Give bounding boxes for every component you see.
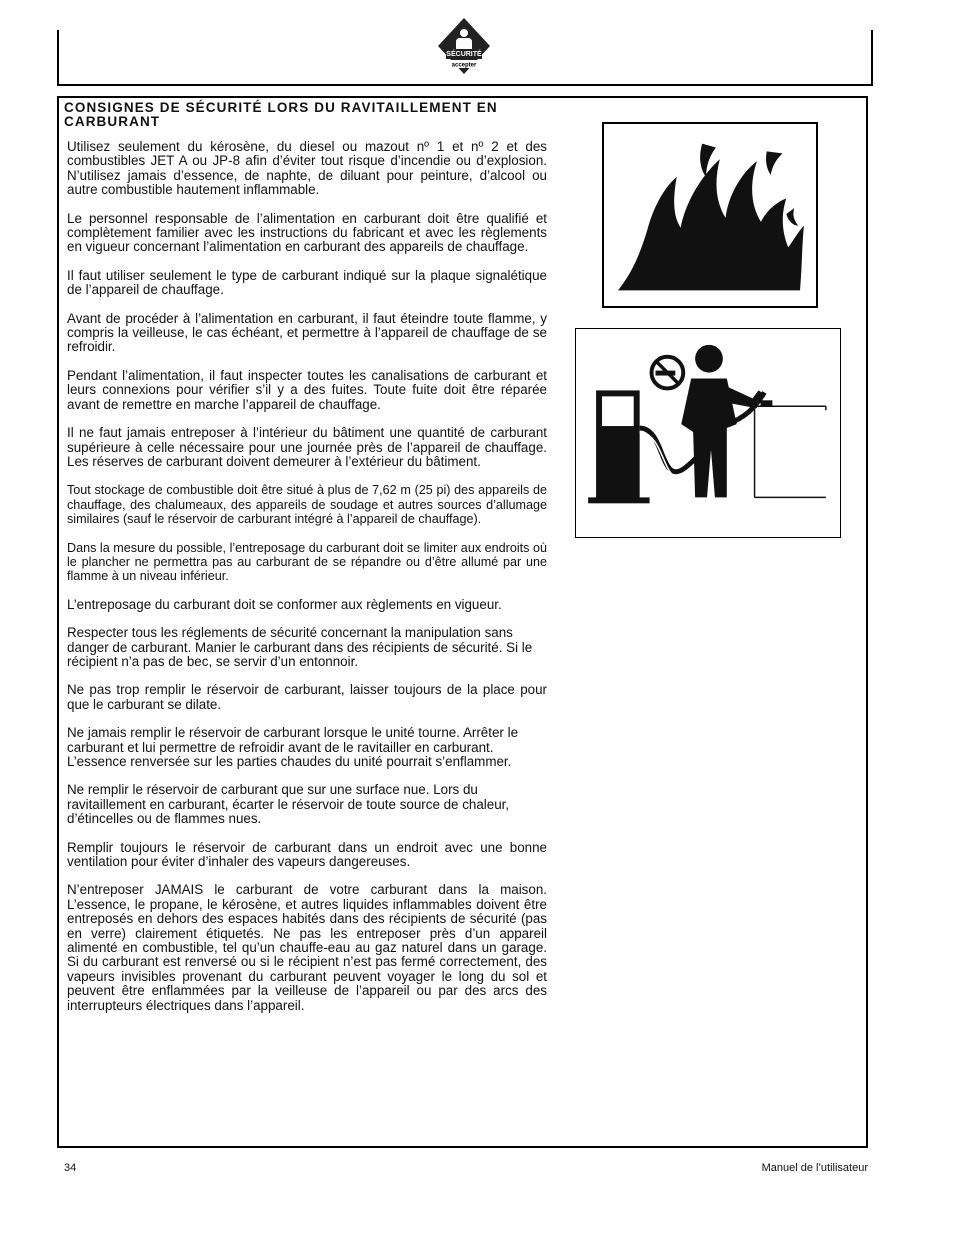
paragraph: Ne remplir le réservoir de carburant que sur une surface nue. Lors du ravitaillement en carburant, écarter le réservoir de toute source de chaleur, d’étincelles ou de flammes nues.	[67, 782, 510, 827]
paragraph: Ne pas trop remplir le réservoir de carburant, laisser toujours de la place pour que le carburant se dilate.	[67, 682, 547, 712]
page-number: 34	[64, 1162, 77, 1174]
paragraph: Utilisez seulement du kérosène, du diesel ou mazout nº 1 et nº 2 et des combustibles JET A ou JP-8 afin d’éviter tout risque d’incendie ou d’explosion. N’utilisez jamais d’essence, de naphte, de diluant pour peinture, d’alcool ou autre combustible hautement inflammable.	[67, 139, 547, 198]
paragraph: Tout stockage de combustible doit être situé à plus de 7,62 m (25 pi) des appareils de chauffage, des chalumeaux, des appareils de soudage et autres sources d’allumage similaires (sauf le réservoir de carburant intégré à l’appareil de chauffage).	[67, 483, 547, 527]
safety-badge-icon	[436, 16, 492, 76]
badge-sublabel: accepter	[451, 62, 477, 69]
paragraph: N’entreposer JAMAIS le carburant de votre carburant dans la maison. L’essence, le propane, le kérosène, et autres liquides inflammables doivent être entreposés en dehors des espaces habités dans des récipients de sécurité (pas en verre) clairement étiquetés. Ne pas les entreposer près d’un appareil alimenté en combustible, tel qu’un chauffe-eau au gaz naturel dans un garage. Si du carburant est renversé ou si le récipient n’est pas fermé correctement, des vapeurs invisibles provenant du carburant peuvent voyager le long du sol et peuvent être enflammées par la veilleuse de l’appareil ou par des arcs des interrupteurs électriques dans l’appareil.	[67, 882, 547, 1013]
paragraph: Ne jamais remplir le réservoir de carburant lorsque le unité tourne. Arrêter le carburant et lui permettre de refroidir avant de le ravitailler en carburant. L’essence renversée sur les parties chaudes du unité pourrait s’enflammer.	[67, 725, 519, 769]
badge-label: SÉCURITÉ	[446, 51, 482, 58]
paragraph: L’entreposage du carburant doit se conformer aux règlements en vigueur.	[67, 596, 502, 612]
paragraph: Dans la mesure du possible, l’entreposage du carburant doit se limiter aux endroits où le plancher ne permettra pas au carburant de se répandre ou d’être allumé par une flamme à un niveau inférieur.	[67, 540, 547, 584]
refueling-pictogram-icon	[575, 328, 841, 538]
safety-text	[67, 140, 547, 1027]
manual-title: Manuel de l’utilisateur	[761, 1162, 868, 1174]
fire-hazard-icon	[602, 122, 818, 308]
paragraph: Avant de procéder à l’alimentation en carburant, il faut éteindre toute flamme, y compris la veilleuse, le cas échéant, et permettre à l’appareil de chauffage de se refroidir.	[67, 310, 547, 355]
paragraph: Pendant l’alimentation, il faut inspecter toutes les canalisations de carburant et leurs connexions pour vérifier s’il y a des fuites. Toute fuite doit être réparée avant de remettre en marche l’appareil de chauffage.	[67, 367, 547, 412]
paragraph: Il faut utiliser seulement le type de carburant indiqué sur la plaque signalétique de l’appareil de chauffage.	[67, 267, 547, 298]
paragraph: Il ne faut jamais entreposer à l’intérieur du bâtiment une quantité de carburant supérieure à celle nécessaire pour une journée près de l’appareil de chauffage. Les réserves de carburant doivent demeurer à l’extérieur du bâtiment.	[67, 425, 547, 469]
paragraph: Remplir toujours le réservoir de carburant dans un endroit avec une bonne ventilation pour éviter d’inhaler des vapeurs dangereuses.	[67, 839, 547, 870]
paragraph: Respecter tous les réglements de sécurité concernant la manipulation sans danger de carburant. Manier le carburant dans des récipients de sécurité. Si le récipient n’a pas de bec, se servir d’un entonnoir.	[67, 625, 533, 669]
section-heading: CONSIGNES DE SÉCURITÉ LORS DU RAVITAILLEMENT EN CARBURANT	[64, 100, 498, 129]
paragraph: Le personnel responsable de l’alimentation en carburant doit être qualifié et complètement familier avec les instructions du fabricant et avec les règlements en vigueur concernant l’alimentation en carburant des appareils de chauffage.	[67, 210, 547, 255]
